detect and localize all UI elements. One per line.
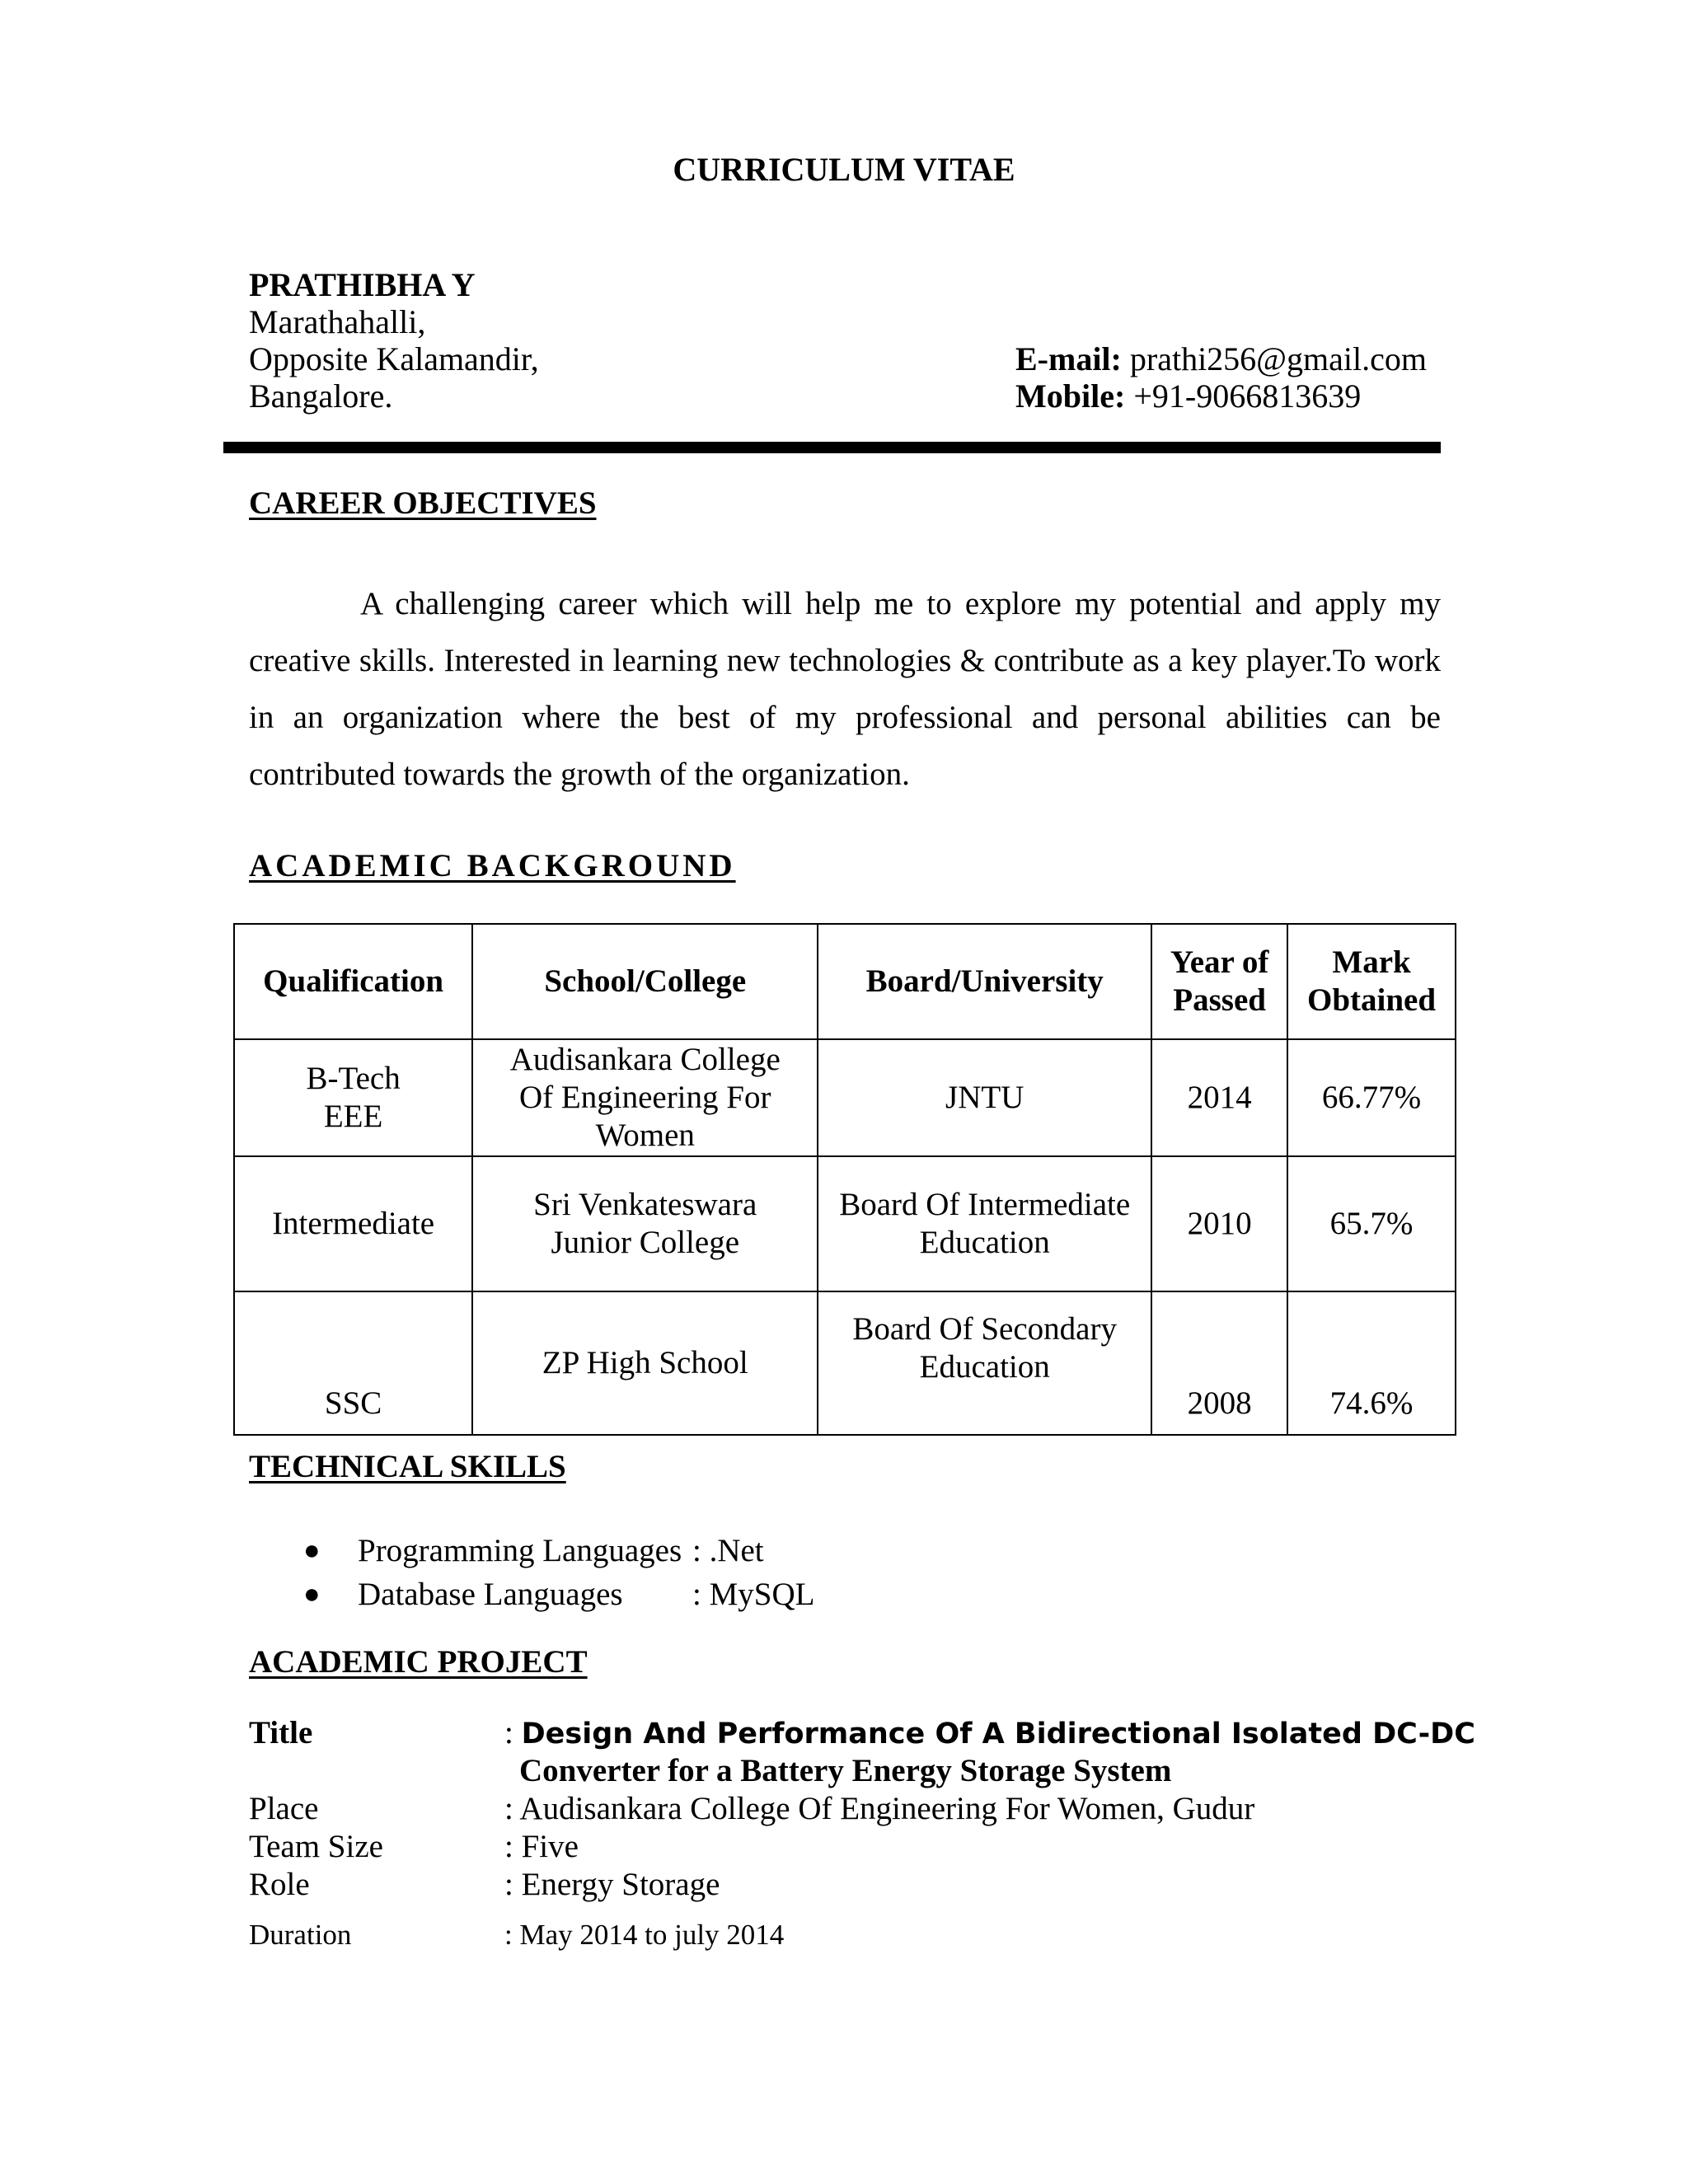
address-line-3: Bangalore. — [249, 377, 393, 415]
table-cell — [818, 1156, 1151, 1291]
mobile-line — [1015, 377, 1361, 415]
project-duration-label: Duration — [249, 1919, 352, 1951]
project-title-line-2: Converter for a Battery Energy Storage System — [519, 1753, 1172, 1788]
table-cell: 66.77% — [1287, 1039, 1456, 1156]
table-cell: ZP High School — [472, 1291, 818, 1435]
table-header-row — [234, 924, 1456, 1039]
project-title-value: Design And Performance Of A Bidirectional Isolated DC-DC — [521, 1718, 1475, 1750]
column-header-text: Mark Obtained — [1307, 944, 1437, 1018]
cell-text: Board Of Secondary Education — [852, 1311, 1117, 1385]
table-cell: Intermediate — [234, 1156, 472, 1291]
bullet-icon: ● — [303, 1535, 321, 1566]
project-team-label: Team Size — [249, 1829, 383, 1864]
table-cell: JNTU — [818, 1039, 1151, 1156]
mobile-value: +91-9066813639 — [1133, 377, 1362, 415]
mobile-label: Mobile: — [1015, 377, 1126, 415]
table-row — [234, 1156, 1456, 1291]
academic-background-heading: ACADEMIC BACKGROUND — [249, 848, 736, 883]
table-cell: 65.7% — [1287, 1156, 1456, 1291]
address-line-2: Opposite Kalamandir, — [249, 340, 539, 377]
table-cell — [234, 1039, 472, 1156]
table-row — [234, 1039, 1456, 1156]
skill-label: Database Languages — [358, 1577, 623, 1612]
project-duration-value: : May 2014 to july 2014 — [504, 1919, 785, 1951]
skill-value: : .Net — [692, 1533, 764, 1568]
table-cell — [472, 1039, 818, 1156]
table-cell — [472, 1156, 818, 1291]
project-title-line-1: : Design And Performance Of A Bidirectional Isolated DC-DC — [504, 1715, 1475, 1750]
cell-text: Board Of Intermediate Education — [839, 1187, 1131, 1260]
bullet-icon: ● — [303, 1579, 321, 1610]
column-header: Board/University — [818, 924, 1151, 1039]
cell-text: Sri Venkateswara Junior College — [533, 1187, 757, 1260]
cell-text: B-Tech EEE — [306, 1061, 401, 1134]
technical-skills-heading: TECHNICAL SKILLS — [249, 1449, 566, 1484]
career-objective-text: A challenging career which will help me to explore my potential and apply my creative skills. Interested in learning new technologies & contribute as a key player.To work in an organization where the best of my professional and personal abilities can be contributed towards the growth of the organization. — [249, 586, 1441, 792]
cell-text: Audisankara College Of Engineering For Women — [509, 1042, 781, 1153]
table-cell: SSC — [234, 1291, 472, 1435]
project-place-value: : Audisankara College Of Engineering For Women, Gudur — [504, 1791, 1255, 1826]
academic-table — [233, 923, 1456, 1436]
project-role-value: : Energy Storage — [504, 1867, 720, 1902]
column-header-text: Year of Passed — [1170, 944, 1269, 1018]
table-cell — [818, 1291, 1151, 1435]
academic-project-heading: ACADEMIC PROJECT — [249, 1644, 588, 1680]
document-title: CURRICULUM VITAE — [673, 151, 1015, 188]
header-divider — [223, 442, 1441, 453]
table-cell: 2014 — [1151, 1039, 1287, 1156]
email-value: prathi256@gmail.com — [1129, 340, 1427, 377]
column-header: Qualification — [234, 924, 472, 1039]
project-place-label: Place — [249, 1791, 319, 1826]
email-line — [1015, 340, 1427, 378]
table-cell: 74.6% — [1287, 1291, 1456, 1435]
table-row — [234, 1291, 1456, 1435]
skill-value: : MySQL — [692, 1577, 815, 1612]
table-cell: 2010 — [1151, 1156, 1287, 1291]
email-label: E-mail: — [1015, 340, 1122, 377]
candidate-name: PRATHIBHA Y — [249, 266, 476, 303]
project-role-label: Role — [249, 1867, 310, 1902]
career-objectives-heading: CAREER OBJECTIVES — [249, 485, 597, 521]
address-line-1: Marathahalli, — [249, 303, 426, 340]
project-team-value: : Five — [504, 1829, 579, 1864]
table-cell: 2008 — [1151, 1291, 1287, 1435]
column-header: School/College — [472, 924, 818, 1039]
column-header — [1287, 924, 1456, 1039]
skill-label: Programming Languages — [358, 1533, 682, 1568]
column-header — [1151, 924, 1287, 1039]
project-title-label: Title — [249, 1715, 313, 1750]
